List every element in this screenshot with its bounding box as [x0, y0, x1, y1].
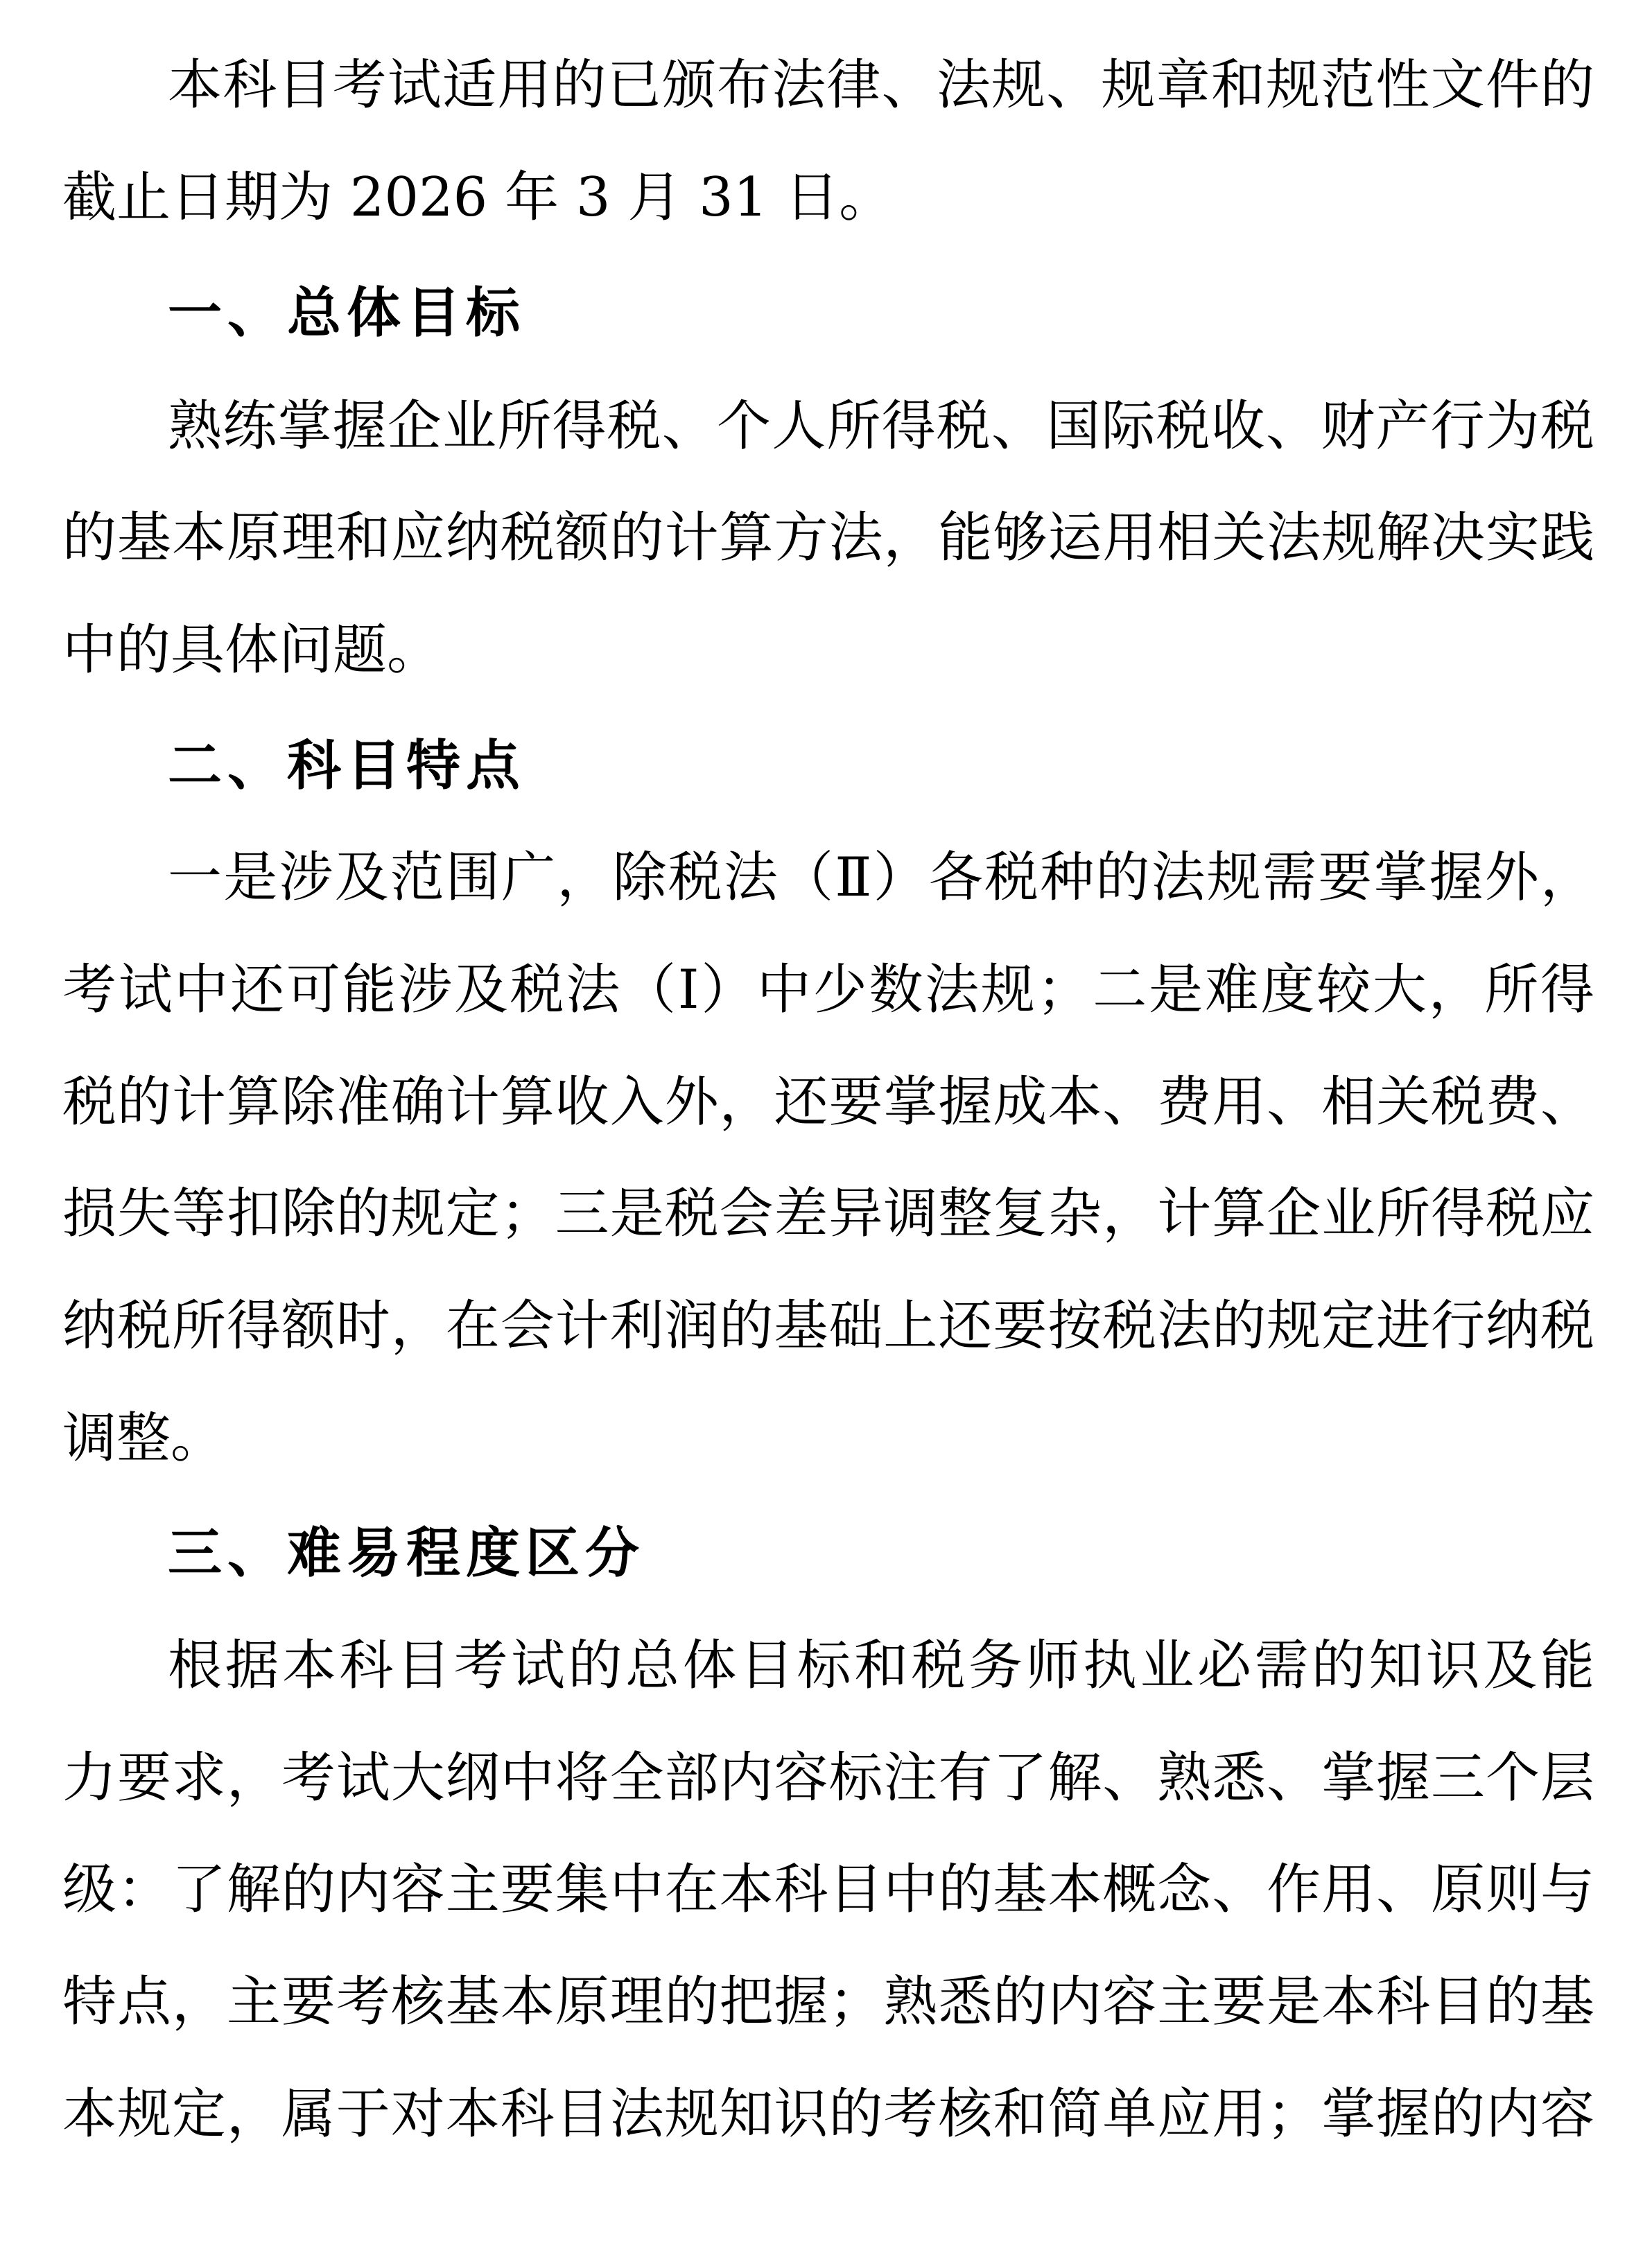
paragraph-scope-line-2: 截止日期为 2026 年 3 月 31 日。	[62, 166, 894, 229]
paragraph-difficulty-line-2: 力要求，考试大纲中将全部内容标注有了解、熟悉、掌握三个层	[62, 1747, 1594, 1809]
paragraph-features-line-6: 调整。	[62, 1407, 225, 1470]
paragraph-features-line-4: 损失等扣除的规定；三是税会差异调整复杂，计算企业所得税应	[62, 1183, 1594, 1245]
paragraph-features-line-3: 税的计算除准确计算收入外，还要掌握成本、费用、相关税费、	[62, 1071, 1594, 1133]
paragraph-features-line-1: 一是涉及范围广，除税法（Ⅱ）各税种的法规需要掌握外，	[168, 846, 1594, 909]
paragraph-goal-line-2: 的基本原理和应纳税额的计算方法，能够运用相关法规解决实践	[62, 507, 1594, 569]
paragraph-goal-line-1: 熟练掌握企业所得税、个人所得税、国际税收、财产行为税	[168, 395, 1594, 458]
paragraph-scope-line-1: 本科目考试适用的已颁布法律、法规、规章和规范性文件的	[168, 54, 1594, 116]
section-heading-difficulty: 三、难易程度区分	[168, 1522, 645, 1585]
paragraph-difficulty-line-3: 级：了解的内容主要集中在本科目中的基本概念、作用、原则与	[62, 1858, 1594, 1921]
paragraph-difficulty-line-4: 特点，主要考核基本原理的把握；熟悉的内容主要是本科目的基	[62, 1971, 1594, 2033]
paragraph-difficulty-line-1: 根据本科目考试的总体目标和税务师执业必需的知识及能	[168, 1635, 1594, 1697]
paragraph-goal-line-3: 中的具体问题。	[62, 619, 442, 681]
section-heading-overall-goal: 一、总体目标	[168, 282, 526, 345]
paragraph-features-line-5: 纳税所得额时，在会计利润的基础上还要按税法的规定进行纳税	[62, 1295, 1594, 1357]
paragraph-features-line-2: 考试中还可能涉及税法（Ⅰ）中少数法规；二是难度较大，所得	[62, 959, 1594, 1021]
section-heading-features: 二、科目特点	[168, 735, 526, 797]
paragraph-difficulty-line-5: 本规定，属于对本科目法规知识的考核和简单应用；掌握的内容	[62, 2083, 1594, 2145]
